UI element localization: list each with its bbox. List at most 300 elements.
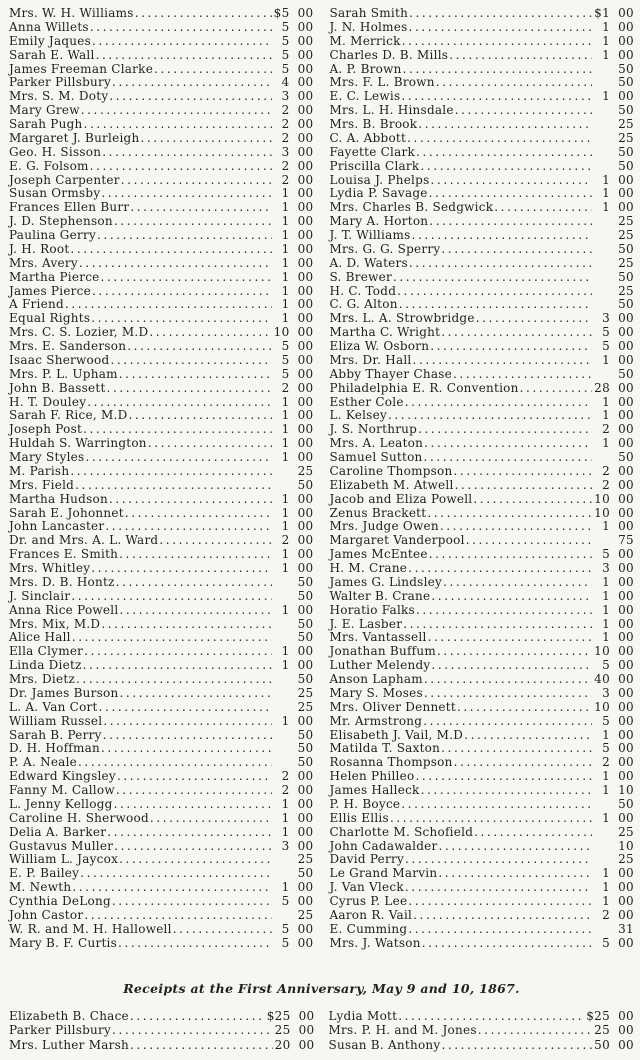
dot-leader xyxy=(84,118,272,132)
ledger-row xyxy=(9,465,314,479)
dot-leader xyxy=(424,687,592,701)
ledger-row xyxy=(9,104,314,118)
contributor-name: Mary Grew xyxy=(9,103,80,118)
amount: 2 00 xyxy=(602,422,634,437)
contributor-name: Cyrus P. Lee xyxy=(329,894,408,908)
ledger-row xyxy=(330,909,635,923)
contributor-name: J. Van Vleck xyxy=(329,880,404,895)
dot-leader xyxy=(427,507,592,521)
ledger-row xyxy=(9,826,314,840)
ledger-row xyxy=(9,340,314,354)
contributor-name: Mr. Armstrong xyxy=(329,713,423,728)
contributor-name: E. Cumming xyxy=(329,921,408,936)
contributor-name: James Halleck xyxy=(329,783,420,797)
dot-leader xyxy=(397,285,592,299)
amount: 25 xyxy=(618,130,634,145)
dot-leader xyxy=(422,937,592,951)
ledger-row xyxy=(330,257,635,271)
ledger-row xyxy=(9,729,314,743)
contributor-name: Lydia Mott xyxy=(328,1008,398,1023)
amount: 1 00 xyxy=(281,519,314,534)
ledger-row xyxy=(330,229,635,243)
ledger-row xyxy=(330,729,635,743)
dot-leader xyxy=(441,243,592,257)
amount: 50 xyxy=(618,796,634,811)
contributor-name: James Freeman Clarke xyxy=(9,61,154,76)
contributor-name: Mrs. L. A. Strowbridge xyxy=(329,311,475,326)
amount: 1 00 xyxy=(602,394,634,409)
contributor-name: Charles D. B. Mills xyxy=(329,47,449,62)
ledger-row xyxy=(330,340,635,354)
contributor-name: Linda Dietz xyxy=(9,658,82,673)
dot-leader xyxy=(416,604,592,618)
contributor-name: Sarah Pugh xyxy=(9,117,83,131)
dot-leader xyxy=(409,257,592,271)
contributor-name: John Cadawalder xyxy=(329,838,438,853)
amount: 1 00 xyxy=(281,228,314,242)
amount: 2 00 xyxy=(281,103,314,118)
contributor-name: Ella Clymer xyxy=(9,644,84,659)
dot-leader xyxy=(473,493,592,507)
amount: 25 xyxy=(297,907,314,922)
dot-leader xyxy=(114,798,272,812)
dot-leader xyxy=(437,645,592,659)
amount: 1 00 xyxy=(602,408,634,423)
ledger-row xyxy=(330,562,635,576)
contributor-name: Mary B. F. Curtis xyxy=(9,935,118,950)
dot-leader xyxy=(390,812,592,826)
contributor-name: Rosanna Thompson xyxy=(329,755,453,770)
ledger-row xyxy=(9,548,314,562)
dot-leader xyxy=(454,465,593,479)
amount: 5 00 xyxy=(281,352,314,367)
ledger-row xyxy=(9,701,314,715)
contributor-name: Mrs. S. M. Doty xyxy=(9,89,109,104)
ledger-row xyxy=(9,1038,315,1053)
ledger-row xyxy=(9,437,314,451)
dot-leader xyxy=(101,742,272,756)
contributor-name: Matilda T. Saxton xyxy=(329,741,441,756)
dot-leader xyxy=(149,326,271,340)
amount: 1 00 xyxy=(281,200,314,215)
contributor-name: Jonathan Buffum xyxy=(329,644,436,659)
dot-leader xyxy=(92,285,272,299)
ledger-row xyxy=(9,493,314,507)
contributor-name: P. H. Boyce xyxy=(329,796,401,811)
contributor-name: Elizabeth B. Chace xyxy=(9,1008,129,1023)
contributor-name: Fanny M. Callow xyxy=(9,783,115,797)
ledger-row xyxy=(9,840,314,854)
contributor-name: Mrs. C. S. Lozier, M.D xyxy=(9,325,149,340)
amount: 5 00 xyxy=(281,366,314,381)
contributor-name: Mrs. Dr. Hall xyxy=(329,352,412,367)
anniversary-right-column xyxy=(329,1009,635,1053)
ledger-row xyxy=(330,645,635,659)
ledger-row xyxy=(9,118,314,132)
amount: 1 00 xyxy=(281,241,314,256)
amount: 1 00 xyxy=(281,658,314,673)
ledger-row xyxy=(330,590,635,604)
contributor-name: Isaac Sherwood xyxy=(9,352,110,367)
ledger-row xyxy=(9,534,314,548)
dot-leader xyxy=(72,631,272,645)
ledger-row xyxy=(330,715,635,729)
ledger-row xyxy=(9,590,314,604)
amount: 1 00 xyxy=(281,186,314,201)
dot-leader xyxy=(439,840,592,854)
ledger-row xyxy=(9,201,314,215)
amount: 3 00 xyxy=(602,561,634,575)
dot-leader xyxy=(429,548,592,562)
amount: 1 00 xyxy=(602,519,634,534)
amount: 3 00 xyxy=(281,89,314,104)
contributor-name: M. Merrick xyxy=(329,33,401,48)
dot-leader xyxy=(90,160,272,174)
ledger-row xyxy=(9,132,314,146)
ledger-row xyxy=(330,631,635,645)
amount: 2 00 xyxy=(281,158,314,173)
dot-leader xyxy=(72,881,271,895)
dot-leader xyxy=(70,465,271,479)
amount: 25 xyxy=(618,824,634,839)
amount: 1 00 xyxy=(602,616,634,631)
ledger-row xyxy=(330,285,635,299)
ledger-row xyxy=(9,90,314,104)
contributor-name: Mrs. Mix, M.D xyxy=(9,616,101,631)
amount: 1 00 xyxy=(281,297,314,312)
contributor-name: Mrs. Dietz xyxy=(9,672,76,686)
dot-leader xyxy=(101,187,271,201)
ledger-row xyxy=(9,298,314,312)
contributor-name: Mrs. Oliver Dennett xyxy=(329,699,456,714)
dot-leader xyxy=(130,201,271,215)
amount: 25 xyxy=(297,852,314,867)
ledger-row xyxy=(330,770,635,784)
contributor-name: Martha C. Wright xyxy=(329,325,441,340)
dot-leader xyxy=(413,909,592,923)
amount: 50 00 xyxy=(594,1037,634,1052)
dot-leader xyxy=(119,604,271,618)
ledger-row xyxy=(9,673,314,687)
contributor-name: Emily Jaques xyxy=(9,33,92,48)
dot-leader xyxy=(109,90,271,104)
contributor-name: M. Parish xyxy=(9,463,70,478)
contributor-name: Margaret Vanderpool xyxy=(329,533,465,548)
ledger-row xyxy=(330,160,635,174)
amount: 3 00 xyxy=(602,311,634,326)
amount: 5 00 xyxy=(281,19,314,34)
dot-leader xyxy=(405,853,592,867)
ledger-right-column xyxy=(330,7,635,951)
contributor-name: William Russel xyxy=(9,713,103,728)
ledger-row xyxy=(330,687,635,701)
ledger-row xyxy=(330,174,635,188)
contributor-name: James G. Lindsley xyxy=(329,574,443,589)
amount: 1 00 xyxy=(602,574,634,589)
amount: 1 00 xyxy=(281,269,314,284)
ledger-row xyxy=(9,1023,315,1038)
ledger-row xyxy=(330,659,635,673)
amount: 3 00 xyxy=(281,838,314,853)
amount: 25 xyxy=(618,228,634,242)
ledger-row xyxy=(330,756,635,770)
contributor-name: Equal Rights xyxy=(9,311,91,326)
ledger-row xyxy=(9,368,314,382)
dot-leader xyxy=(416,146,592,160)
amount: 5 00 xyxy=(602,741,634,756)
ledger-row xyxy=(330,215,635,229)
dot-leader xyxy=(441,326,592,340)
dot-leader xyxy=(76,673,271,687)
contributor-name: Elizabeth M. Atwell xyxy=(329,477,454,492)
dot-leader xyxy=(407,132,592,146)
amount: 2 00 xyxy=(281,172,314,187)
dot-leader xyxy=(128,409,271,423)
contributor-name: E. P. Bailey xyxy=(9,866,80,881)
ledger-row xyxy=(9,215,314,229)
contributor-name: James McEntee xyxy=(329,547,428,562)
dot-leader xyxy=(112,1023,272,1038)
ledger-row xyxy=(9,174,314,188)
amount: 10 00 xyxy=(594,505,634,520)
dot-leader xyxy=(424,451,592,465)
dot-leader xyxy=(92,35,271,49)
dot-leader xyxy=(103,715,271,729)
dot-leader xyxy=(101,271,272,285)
dot-leader xyxy=(401,798,592,812)
dot-leader xyxy=(148,437,272,451)
amount: 5 00 xyxy=(602,339,634,353)
ledger-row xyxy=(9,923,314,937)
ledger-row xyxy=(9,770,314,784)
dot-leader xyxy=(409,21,592,35)
ledger-row xyxy=(9,715,314,729)
ledger-row xyxy=(329,1038,635,1053)
amount: 10 00 xyxy=(273,325,314,340)
contributor-name: J. N. Holmes xyxy=(329,19,408,34)
contributor-name: William L. Jaycox xyxy=(9,852,119,867)
dot-leader xyxy=(455,479,592,493)
contributor-name: J. S. Northrup xyxy=(329,422,418,437)
amount: 25 xyxy=(618,117,634,131)
dot-leader xyxy=(119,687,271,701)
dot-leader xyxy=(140,132,271,146)
contributor-name: Mrs. P. L. Upham xyxy=(9,366,118,381)
ledger-row xyxy=(9,687,314,701)
ledger-row xyxy=(330,396,635,410)
dot-leader xyxy=(80,867,271,881)
contributor-name: Mrs. A. Leaton xyxy=(329,436,424,451)
anniversary-heading: Receipts at the First Anniversary, May 9 and 10, 1867. xyxy=(123,980,520,996)
contributor-name: Sarah E. Johonnet xyxy=(9,505,124,520)
amount: 1 00 xyxy=(281,880,314,895)
contributor-name: Alice Hall xyxy=(9,630,71,645)
contributor-name: Dr. and Mrs. A. L. Ward xyxy=(9,533,159,548)
dot-leader xyxy=(430,174,592,188)
dot-leader xyxy=(119,548,271,562)
amount: 1 00 xyxy=(281,394,314,409)
dot-leader xyxy=(399,298,592,312)
dot-leader xyxy=(96,49,272,63)
dot-leader xyxy=(105,520,271,534)
amount: 1 00 xyxy=(602,436,634,451)
ledger-row xyxy=(330,798,635,812)
ledger-row xyxy=(330,493,635,507)
amount: 1 00 xyxy=(281,602,314,617)
ledger-row xyxy=(330,673,635,687)
contributor-name: Anna Willets xyxy=(9,19,89,34)
contributor-name: A Friend xyxy=(9,297,64,312)
ledger-row xyxy=(330,326,635,340)
ledger-row xyxy=(330,923,635,937)
amount: 1 00 xyxy=(602,602,634,617)
contributor-name: Lydia P. Savage xyxy=(329,186,428,201)
ledger-row xyxy=(9,285,314,299)
dot-leader xyxy=(455,104,592,118)
amount: 50 xyxy=(618,366,634,381)
contributor-name: Philadelphia E. R. Convention xyxy=(329,380,519,395)
ledger-row xyxy=(9,271,314,285)
ledger-row xyxy=(9,562,314,576)
amount: 1 00 xyxy=(602,19,634,34)
amount: 1 00 xyxy=(281,283,314,298)
ledger-row xyxy=(330,784,635,798)
ledger-row xyxy=(330,354,635,368)
dot-leader xyxy=(159,534,271,548)
contributor-name: J. T. Williams xyxy=(329,228,411,242)
amount: 50 xyxy=(618,297,634,312)
amount: 1 00 xyxy=(281,713,314,728)
amount: 1 00 xyxy=(281,408,314,423)
amount: 1 00 xyxy=(281,422,314,437)
contributor-name: Martha Hudson xyxy=(9,491,108,506)
ledger-row xyxy=(9,35,314,49)
dot-leader xyxy=(408,562,592,576)
amount: 10 00 xyxy=(594,699,634,714)
contributor-name: Anna Rice Powell xyxy=(9,602,119,617)
contributor-name: Louisa J. Phelps xyxy=(329,172,430,187)
dot-leader xyxy=(476,312,592,326)
contributor-name: E. G. Folsom xyxy=(9,158,89,173)
dot-leader xyxy=(78,756,271,770)
contributor-name: Mrs. Whitley xyxy=(9,561,91,575)
dot-leader xyxy=(121,174,272,188)
ledger-row xyxy=(9,187,314,201)
ledger-row xyxy=(330,368,635,382)
amount: 2 00 xyxy=(281,130,314,145)
contributor-name: Mrs. J. Watson xyxy=(329,935,421,950)
dot-leader xyxy=(440,520,592,534)
amount: 1 00 xyxy=(602,630,634,645)
dot-leader xyxy=(429,215,592,229)
dot-leader xyxy=(125,507,272,521)
amount: 1 00 xyxy=(281,311,314,326)
dot-leader xyxy=(135,7,272,21)
contributor-name: Sarah Smith xyxy=(329,6,409,20)
dot-leader xyxy=(405,881,592,895)
dot-leader xyxy=(84,645,271,659)
amount: 4 00 xyxy=(281,75,314,90)
contributor-name: Elisabeth J. Vail, M.D xyxy=(329,727,464,742)
amount: 5 00 xyxy=(281,33,314,48)
dot-leader xyxy=(409,7,592,21)
amount: $1 00 xyxy=(594,6,634,20)
contributor-name: Mrs. Luther Marsh xyxy=(9,1037,130,1052)
dot-leader xyxy=(117,770,272,784)
amount: 1 00 xyxy=(602,200,634,215)
ledger-row xyxy=(9,937,314,951)
dot-leader xyxy=(130,1009,265,1024)
amount: 25 xyxy=(618,283,634,298)
contributor-name: Esther Cole xyxy=(329,394,404,409)
amount: 1 00 xyxy=(281,824,314,839)
amount: 1 00 xyxy=(281,491,314,506)
ledger-row xyxy=(330,76,635,90)
contributor-name: Martha Pierce xyxy=(9,269,100,284)
contributor-name: Edward Kingsley xyxy=(9,769,116,784)
ledger-row xyxy=(330,853,635,867)
ledger-row xyxy=(9,604,314,618)
dot-leader xyxy=(402,35,592,49)
dot-leader xyxy=(401,90,592,104)
contributor-name: Huldah S. Warrington xyxy=(9,436,147,451)
dot-leader xyxy=(81,104,272,118)
dot-leader xyxy=(520,382,592,396)
ledger-row xyxy=(9,853,314,867)
amount: 20 00 xyxy=(274,1037,315,1052)
ledger-row xyxy=(330,701,635,715)
dot-leader xyxy=(464,729,592,743)
ledger-row xyxy=(9,812,314,826)
amount: 2 00 xyxy=(602,755,634,770)
subscription-ledger xyxy=(9,7,634,951)
anniversary-receipts-section xyxy=(9,981,634,1053)
contributor-name: Mary S. Moses xyxy=(329,685,423,700)
amount: 50 xyxy=(297,616,314,631)
amount: 25 xyxy=(618,255,634,270)
ledger-row xyxy=(9,146,314,160)
ledger-row xyxy=(330,7,635,21)
amount: 1 00 xyxy=(602,894,634,908)
amount: 50 xyxy=(618,269,634,284)
ledger-row xyxy=(330,604,635,618)
contributor-name: David Perry xyxy=(329,852,405,867)
contributor-name: Walter B. Crane xyxy=(329,588,431,603)
dot-leader xyxy=(478,1023,592,1038)
ledger-row xyxy=(9,21,314,35)
contributor-name: Parker Pillsbury xyxy=(9,75,112,90)
contributor-name: J. Sinclair xyxy=(9,588,71,603)
ledger-row xyxy=(330,840,635,854)
amount: 5 00 xyxy=(602,547,634,562)
dot-leader xyxy=(116,784,272,798)
ledger-row xyxy=(9,243,314,257)
amount: 5 00 xyxy=(281,921,314,936)
ledger-row xyxy=(330,534,635,548)
amount: 75 xyxy=(618,533,634,548)
ledger-row xyxy=(330,423,635,437)
amount: 2 00 xyxy=(281,783,314,797)
ledger-row xyxy=(330,118,635,132)
dot-leader xyxy=(474,826,592,840)
contributor-name: E. C. Lewis xyxy=(329,89,401,104)
dot-leader xyxy=(154,63,271,77)
ledger-row xyxy=(330,881,635,895)
dot-leader xyxy=(109,493,272,507)
amount: 5 00 xyxy=(281,935,314,950)
ledger-row xyxy=(330,35,635,49)
contributor-name: Caroline H. Sherwood xyxy=(9,810,149,825)
